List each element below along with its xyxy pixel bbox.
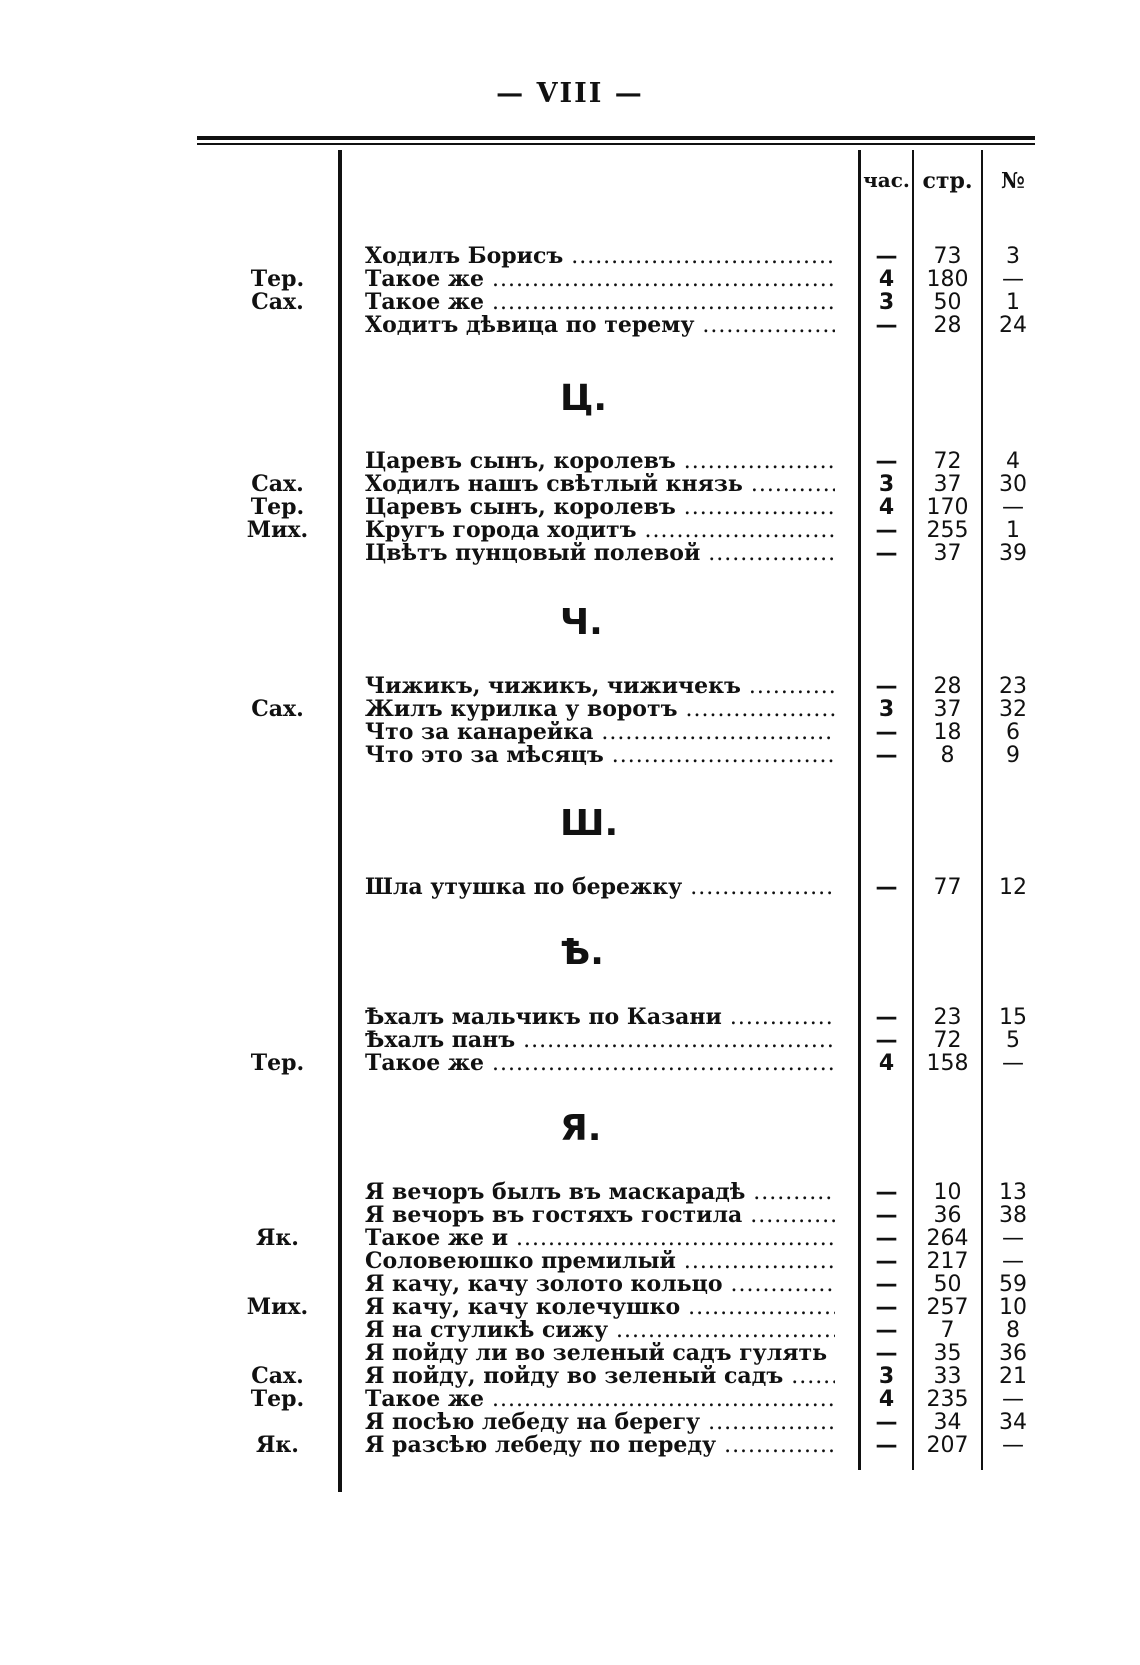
source-label: Сах.: [251, 1363, 304, 1389]
page-cell: 73: [933, 244, 962, 269]
part-cell: —: [875, 1180, 898, 1205]
part-cell: 3: [878, 290, 895, 315]
page-cell: 8: [940, 743, 955, 768]
page-cell: 72: [933, 449, 962, 474]
source-label: Як.: [256, 1432, 299, 1458]
number-cell: 32: [999, 697, 1027, 722]
song-title: Царевъ сынъ, королевъ .....: [365, 450, 835, 473]
index-row: [0, 519, 1140, 542]
section-letter: Ц.: [560, 378, 608, 419]
song-title: Цвѣтъ пунцовый полевой .....: [365, 542, 835, 565]
page-cell: 158: [926, 1051, 969, 1076]
number-cell: —: [1002, 1249, 1024, 1274]
page-cell: 37: [933, 541, 962, 566]
page-cell: 18: [933, 720, 962, 745]
index-row: [0, 1250, 1140, 1273]
song-title: Я пойду, пойду во зеленый садъ .....: [365, 1365, 835, 1388]
index-row: [0, 1029, 1140, 1052]
page-number: — VIII —: [496, 78, 644, 109]
song-title: Такое же и .....: [365, 1227, 835, 1250]
number-cell: 12: [999, 875, 1027, 900]
page-cell: 207: [926, 1433, 969, 1458]
page-cell: 37: [933, 697, 962, 722]
index-row: [0, 1434, 1140, 1457]
song-title: Такое же .....: [365, 1388, 835, 1411]
song-title: Я качу, качу колечушко .....: [365, 1296, 835, 1319]
index-row: [0, 291, 1140, 314]
song-title: Я посѣю лебеду на берегу .....: [365, 1411, 835, 1434]
number-cell: —: [1002, 495, 1024, 520]
source-label: Тер.: [250, 494, 305, 520]
part-cell: —: [875, 1410, 898, 1435]
song-title: Что за канарейка .....: [365, 721, 835, 744]
part-cell: —: [875, 244, 898, 269]
part-cell: —: [875, 518, 898, 543]
source-label: Як.: [256, 1225, 299, 1251]
number-cell: 1: [1006, 518, 1020, 543]
index-row: [0, 1006, 1140, 1029]
index-row: [0, 744, 1140, 767]
index-row: [0, 675, 1140, 698]
source-label: Сах.: [251, 696, 304, 722]
index-row: [0, 1365, 1140, 1388]
number-cell: —: [1002, 267, 1024, 292]
index-row: [0, 245, 1140, 268]
number-cell: 59: [999, 1272, 1027, 1297]
number-cell: 24: [999, 313, 1027, 338]
number-cell: 15: [999, 1005, 1027, 1030]
part-cell: 4: [878, 267, 895, 292]
part-cell: —: [875, 1005, 898, 1030]
song-title: Чижикъ, чижикъ, чижичекъ .....: [365, 675, 835, 698]
section-letter: Ш.: [560, 803, 619, 844]
part-cell: —: [875, 1295, 898, 1320]
page-cell: 217: [926, 1249, 969, 1274]
song-title: Я пойду ли во зеленый садъ гулять .....: [365, 1342, 835, 1365]
page-cell: 28: [933, 674, 962, 699]
page-cell: 50: [933, 1272, 962, 1297]
song-title: Я вечоръ былъ въ маскарадѣ .....: [365, 1181, 835, 1204]
song-title: Ходитъ дѣвица по терему .....: [365, 314, 835, 337]
number-cell: 23: [999, 674, 1027, 699]
number-cell: 1: [1006, 290, 1020, 315]
section-letter: Ч.: [560, 602, 603, 643]
page-cell: 235: [926, 1387, 969, 1412]
part-cell: —: [875, 1433, 898, 1458]
page-cell: 36: [933, 1203, 962, 1228]
song-title: Такое же .....: [365, 1052, 835, 1075]
number-cell: 10: [999, 1295, 1027, 1320]
song-title: Я вечоръ въ гостяхъ гостила .....: [365, 1204, 835, 1227]
part-cell: —: [875, 1341, 898, 1366]
number-cell: 30: [999, 472, 1027, 497]
number-cell: —: [1002, 1226, 1024, 1251]
number-cell: 21: [999, 1364, 1027, 1389]
header-rule-thin: [197, 143, 1035, 145]
song-title: Ходилъ Борисъ .....: [365, 245, 835, 268]
song-title: Соловеюшко премилый .....: [365, 1250, 835, 1273]
number-cell: 3: [1006, 244, 1020, 269]
song-title: Ѣхалъ панъ .....: [365, 1029, 835, 1052]
number-cell: 9: [1006, 743, 1020, 768]
page-cell: 35: [933, 1341, 962, 1366]
index-row: [0, 1342, 1140, 1365]
number-cell: —: [1002, 1433, 1024, 1458]
number-cell: 4: [1006, 449, 1020, 474]
source-label: Тер.: [250, 266, 305, 292]
page-cell: 50: [933, 290, 962, 315]
page-cell: 255: [926, 518, 969, 543]
header-str: стр.: [922, 168, 973, 194]
part-cell: 4: [878, 495, 895, 520]
song-title: Такое же .....: [365, 291, 835, 314]
page-cell: 180: [926, 267, 969, 292]
page-cell: 37: [933, 472, 962, 497]
number-cell: —: [1002, 1387, 1024, 1412]
part-cell: 3: [878, 472, 895, 497]
index-row: [0, 1181, 1140, 1204]
index-row: [0, 450, 1140, 473]
part-cell: —: [875, 1272, 898, 1297]
index-row: [0, 1388, 1140, 1411]
part-cell: —: [875, 1318, 898, 1343]
source-label: Тер.: [250, 1050, 305, 1076]
part-cell: —: [875, 743, 898, 768]
song-title: Жилъ курилка у воротъ .....: [365, 698, 835, 721]
song-title: Шла утушка по бережку .....: [365, 876, 835, 899]
page-cell: 77: [933, 875, 962, 900]
number-cell: —: [1002, 1051, 1024, 1076]
song-title: Ходилъ нашъ свѣтлый князь .....: [365, 473, 835, 496]
part-cell: —: [875, 674, 898, 699]
number-cell: 34: [999, 1410, 1027, 1435]
page-cell: 257: [926, 1295, 969, 1320]
page-cell: 264: [926, 1226, 969, 1251]
number-cell: 36: [999, 1341, 1027, 1366]
index-row: [0, 721, 1140, 744]
number-cell: 13: [999, 1180, 1027, 1205]
page-cell: 72: [933, 1028, 962, 1053]
song-title: Я разсѣю лебеду по переду .....: [365, 1434, 835, 1457]
source-label: Тер.: [250, 1386, 305, 1412]
header-num: №: [1001, 168, 1025, 194]
part-cell: 3: [878, 1364, 895, 1389]
index-row: [0, 1411, 1140, 1434]
part-cell: —: [875, 1203, 898, 1228]
page-cell: 34: [933, 1410, 962, 1435]
number-cell: 8: [1006, 1318, 1020, 1343]
section-letter: Я.: [560, 1108, 602, 1149]
index-row: [0, 1273, 1140, 1296]
index-row: [0, 1296, 1140, 1319]
number-cell: 38: [999, 1203, 1027, 1228]
song-title: Что это за мѣсяцъ .....: [365, 744, 835, 767]
header-chas: час.: [863, 168, 910, 192]
part-cell: —: [875, 1028, 898, 1053]
index-row: [0, 1319, 1140, 1342]
index-row: [0, 496, 1140, 519]
page-cell: 7: [940, 1318, 955, 1343]
part-cell: —: [875, 720, 898, 745]
index-row: [0, 268, 1140, 291]
index-row: [0, 542, 1140, 565]
part-cell: —: [875, 875, 898, 900]
number-cell: 6: [1006, 720, 1020, 745]
part-cell: 4: [878, 1387, 895, 1412]
part-cell: —: [875, 1249, 898, 1274]
index-row: [0, 698, 1140, 721]
page-cell: 33: [933, 1364, 962, 1389]
song-title: Такое же .....: [365, 268, 835, 291]
part-cell: —: [875, 541, 898, 566]
part-cell: —: [875, 1226, 898, 1251]
part-cell: —: [875, 449, 898, 474]
page-cell: 28: [933, 313, 962, 338]
page-cell: 23: [933, 1005, 962, 1030]
source-label: Сах.: [251, 289, 304, 315]
index-row: [0, 876, 1140, 899]
source-label: Мих.: [246, 1294, 309, 1320]
part-cell: 3: [878, 697, 895, 722]
page-cell: 170: [926, 495, 969, 520]
index-row: [0, 1052, 1140, 1075]
source-label: Сах.: [251, 471, 304, 497]
song-title: Ѣхалъ мальчикъ по Казани .....: [365, 1006, 835, 1029]
section-letter: Ѣ.: [560, 932, 604, 973]
page-cell: 10: [933, 1180, 962, 1205]
header-rule-thick: [197, 136, 1035, 140]
song-title: Я качу, качу золото кольцо .....: [365, 1273, 835, 1296]
song-title: Я на стуликѣ сижу .....: [365, 1319, 835, 1342]
index-row: [0, 1204, 1140, 1227]
part-cell: —: [875, 313, 898, 338]
index-row: [0, 314, 1140, 337]
number-cell: 39: [999, 541, 1027, 566]
song-title: Царевъ сынъ, королевъ .....: [365, 496, 835, 519]
number-cell: 5: [1006, 1028, 1020, 1053]
part-cell: 4: [878, 1051, 895, 1076]
source-label: Мих.: [246, 517, 309, 543]
index-row: [0, 473, 1140, 496]
index-row: [0, 1227, 1140, 1250]
song-title: Кругъ города ходитъ .....: [365, 519, 835, 542]
